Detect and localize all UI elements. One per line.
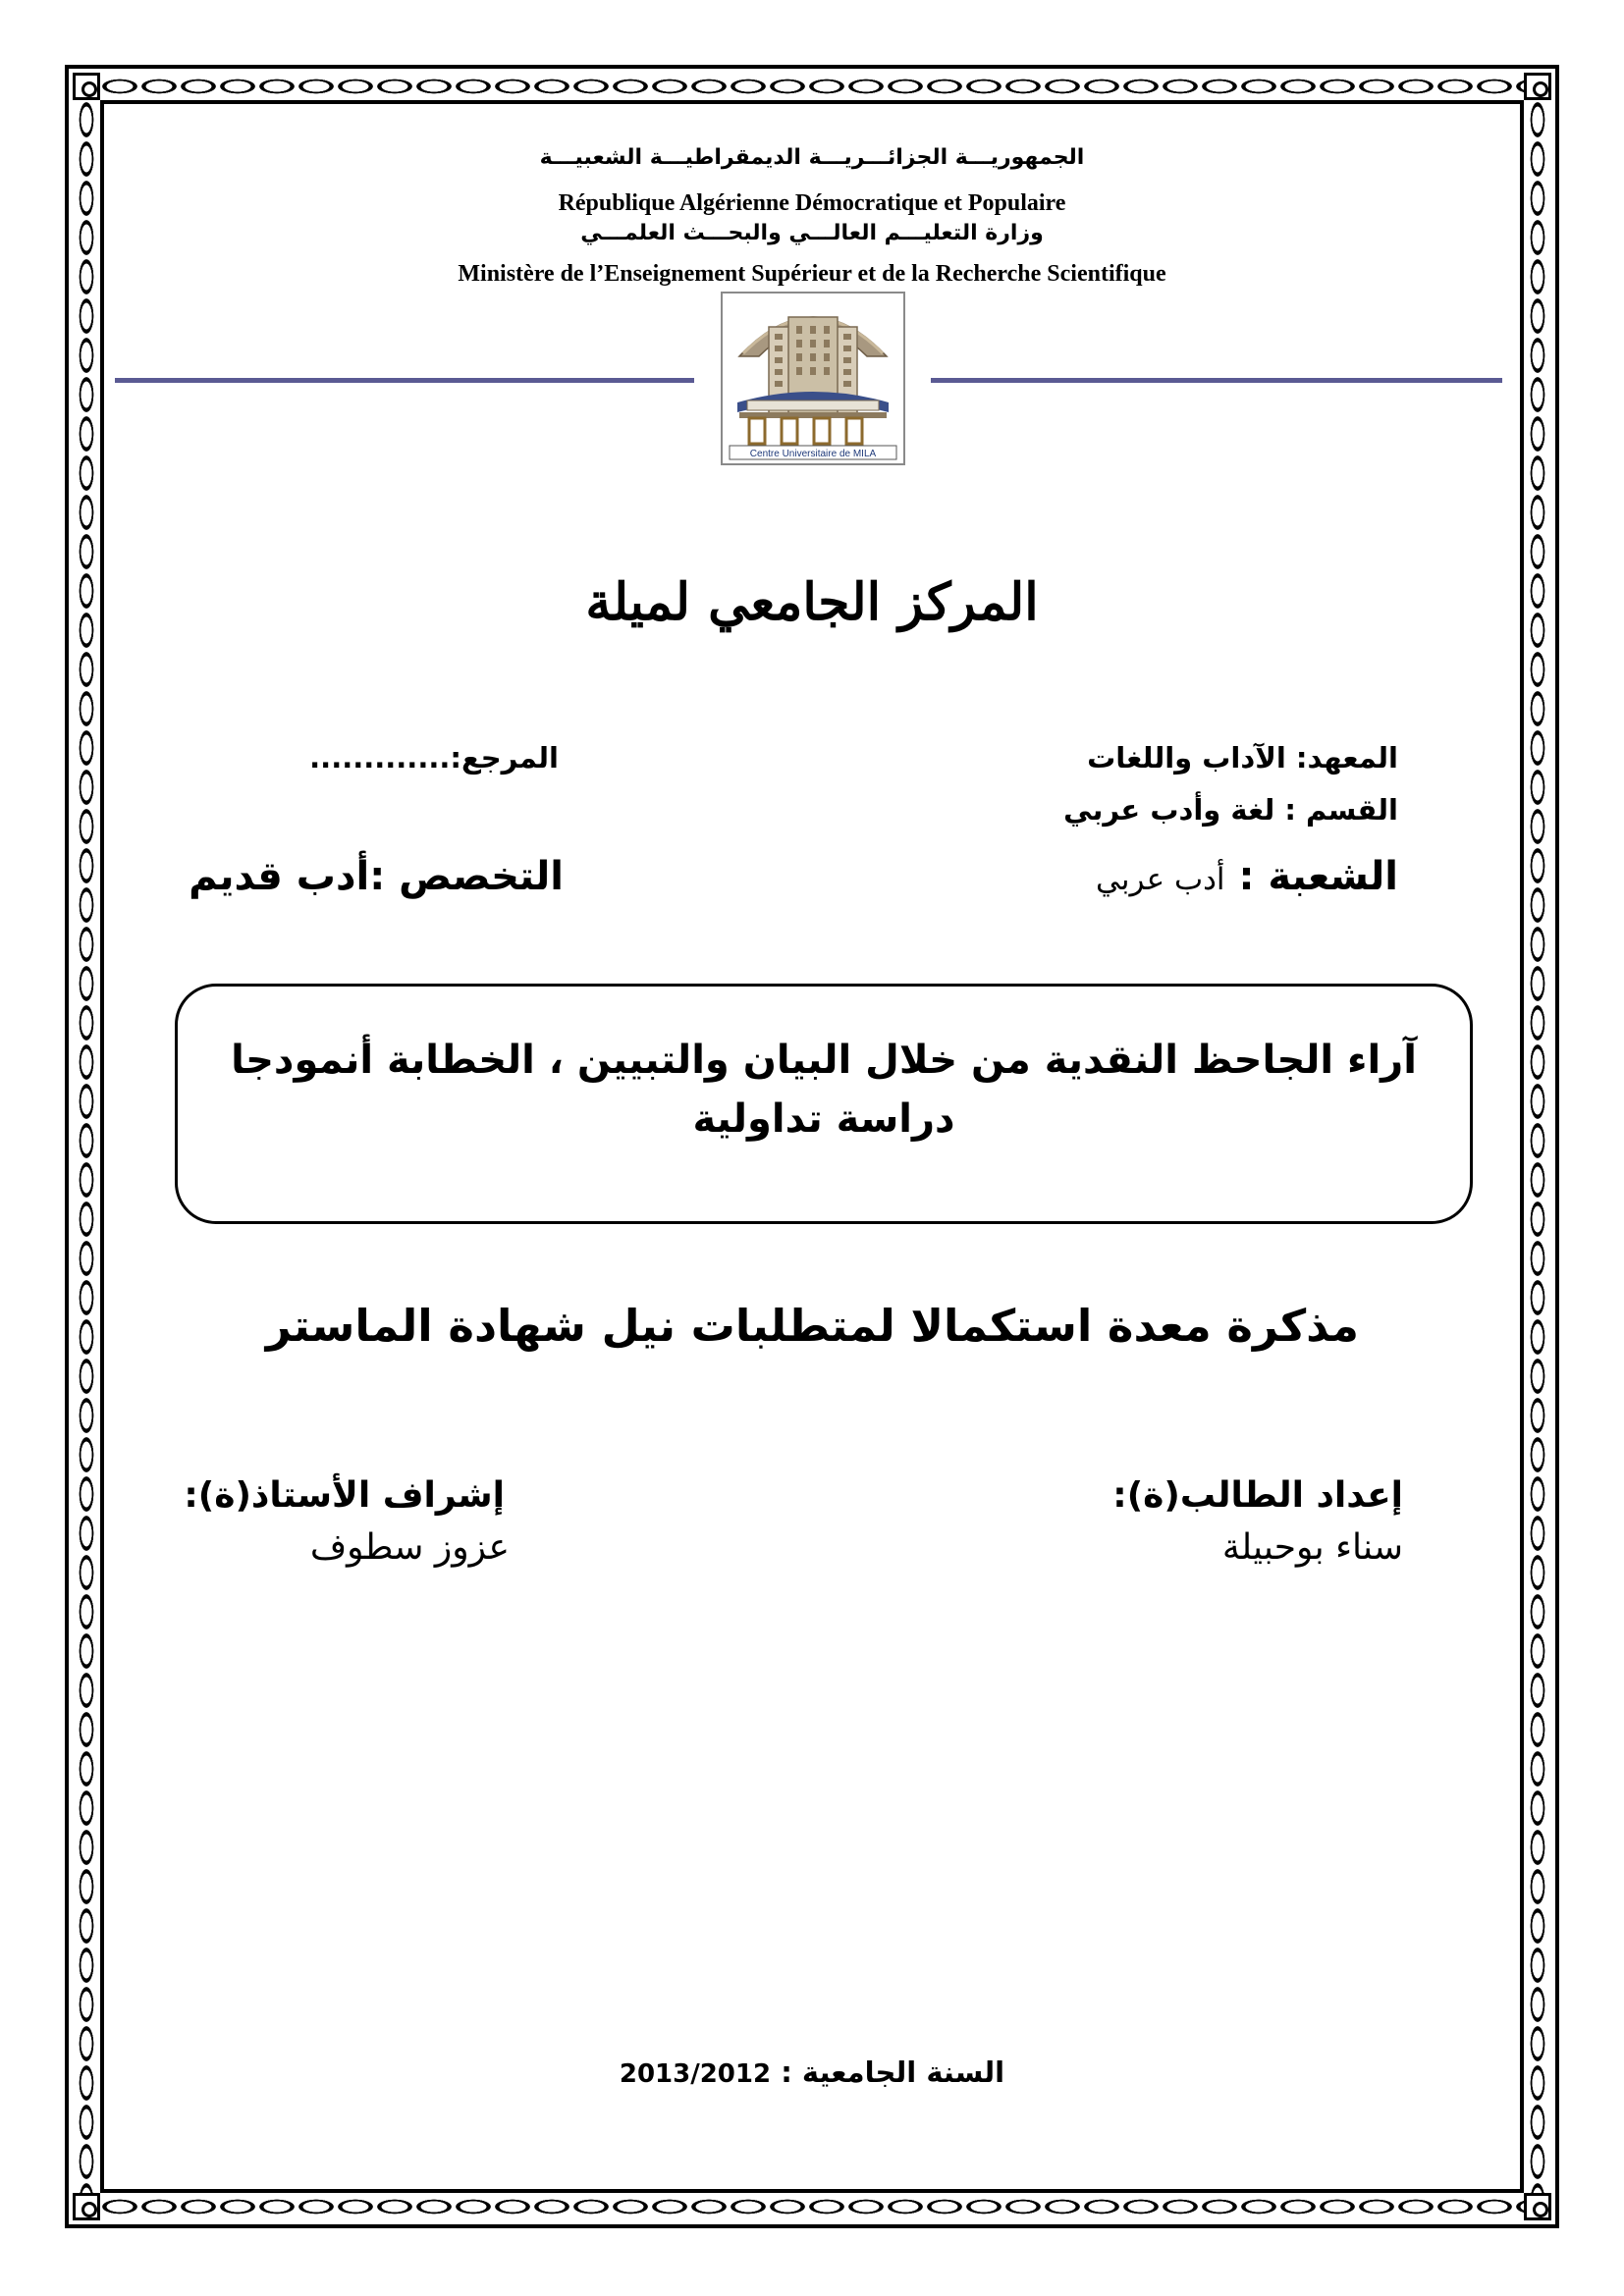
logo-caption: Centre Universitaire de MILA <box>749 449 877 459</box>
academic-year <box>0 2056 1624 2089</box>
specialty-field: التخصص :أدب قديم <box>189 854 564 899</box>
university-logo <box>720 283 906 469</box>
border-corner-ornament <box>73 73 100 100</box>
memoir-statement: مذكرة معدة استكمالا لمتطلبات نيل شهادة الماستر <box>265 1300 1359 1352</box>
student-name: سناء بوحبيلة <box>1221 1527 1403 1568</box>
page-border-pattern-right <box>1524 100 1551 2193</box>
university-center-name: المركز الجامعي لميلة <box>585 572 1039 632</box>
header-divider-left <box>115 378 694 383</box>
page-border-pattern-left <box>73 100 100 2193</box>
thesis-title: آراء الجاحظ النقدية من خلال البيان والتبيين ، الخطابة أنمودجا <box>231 1038 1417 1083</box>
header-divider-right <box>931 378 1502 383</box>
thesis-title-box <box>175 984 1473 1224</box>
border-corner-ornament <box>73 2193 100 2220</box>
ministry-name-arabic: وزارة التعليـــم العالـــي والبحـــث العلمـــي <box>580 221 1044 245</box>
border-corner-ornament <box>1524 2193 1551 2220</box>
institute-field: المعهد: الآداب واللغات <box>1087 741 1398 774</box>
supervisor-name: عزوز سطوف <box>309 1527 510 1568</box>
page-border-pattern-bottom <box>100 2193 1524 2220</box>
republic-name-arabic: الجمهوريـــة الجزائـــريـــة الديمقراطيـــة الشعبيـــة <box>539 145 1085 170</box>
border-corner-ornament <box>1524 73 1551 100</box>
branch-value: أدب عربي <box>1096 862 1225 897</box>
republic-name-french: République Algérienne Démocratique et Populaire <box>558 190 1066 216</box>
reference-field: المرجع:............. <box>309 741 559 774</box>
student-label: إعداد الطالب(ة): <box>1112 1475 1403 1516</box>
ministry-name-french: Ministère de l’Enseignement Supérieur et de la Recherche Scientifique <box>458 261 1166 287</box>
department-field: القسم : لغة وأدب عربي <box>1063 793 1398 827</box>
page-border-pattern-top <box>100 73 1524 100</box>
supervisor-label: إشراف الأستاذ(ة): <box>184 1475 505 1516</box>
academic-year-label: السنة الجامعية : <box>771 2056 1005 2089</box>
branch-field <box>1096 854 1398 899</box>
thesis-subtitle: دراسة تداولية <box>692 1096 955 1142</box>
branch-label: الشعبة : <box>1224 854 1398 899</box>
academic-year-value: 2013/2012 <box>619 2059 772 2089</box>
